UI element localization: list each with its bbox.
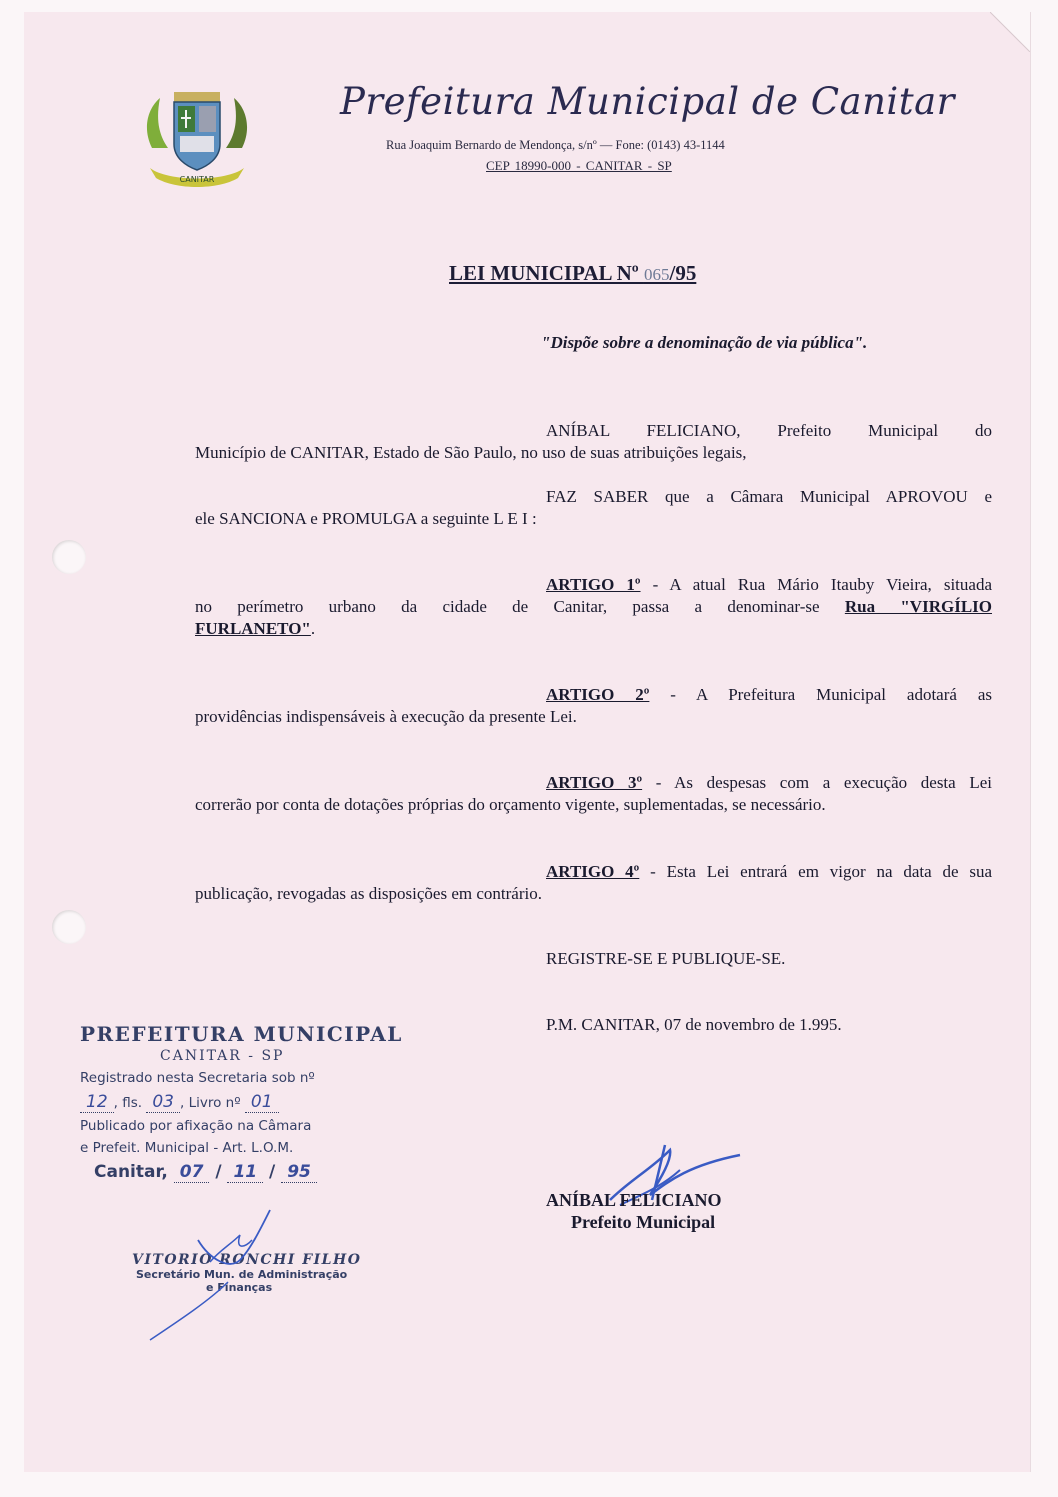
municipal-crest-icon [138, 78, 256, 196]
stamp-subtitle: CANITAR - SP [160, 1048, 285, 1064]
law-title-number: 065 [643, 265, 670, 284]
article-4-line-1 [546, 861, 992, 883]
header-address: Rua Joaquim Bernardo de Mendonça, s/nº — Fone: (0143) 43-1144 [386, 138, 725, 152]
stamp-signer-name: VITORIO RONCHI FILHO [132, 1252, 362, 1268]
stamp-month: 11 [227, 1162, 263, 1183]
article-3-text: - As despesas com a execução desta Lei [642, 773, 993, 792]
article-1-street-2: FURLANETO" [195, 619, 311, 638]
header-title: Prefeitura Municipal de Canitar [340, 80, 955, 123]
article-1-street: Rua "VIRGÍLIO [844, 597, 992, 616]
stamp-reg-number: 12 [80, 1092, 114, 1113]
article-3-line-2: correrão por conta de dotações próprias do orçamento vigente, suplementadas, se necessário. [195, 795, 826, 814]
crest-text: CANITAR [179, 175, 215, 184]
punch-hole [52, 540, 86, 574]
stamp-registry-line: Registrado nesta Secretaria sob nº [80, 1070, 315, 1086]
law-title-suffix: /95 [669, 261, 697, 285]
law-ementa: "Dispõe sobre a denominação de via pública". [541, 333, 868, 352]
stamp-signer-role: Secretário Mun. de Administração [136, 1268, 348, 1281]
article-1-text: - A atual Rua Mário Itauby Vieira, situada [640, 575, 992, 594]
article-4-line-2: publicação, revogadas as disposições em contrário. [195, 884, 542, 903]
stamp-title: PREFEITURA MUNICIPAL [80, 1022, 403, 1046]
intro-line-1: ANÍBAL FELICIANO, Prefeito Municipal do [546, 421, 992, 440]
mayor-name: ANÍBAL FELICIANO [546, 1190, 722, 1210]
article-3-label: ARTIGO 3º [546, 773, 643, 792]
stamp-day: 07 [174, 1162, 210, 1183]
secretary-signature-icon [140, 1200, 290, 1350]
article-2-label: ARTIGO 2º [546, 685, 650, 704]
stamp-canitar-label: Canitar, [94, 1162, 168, 1182]
stamp-livro-label: , Livro nº [180, 1095, 241, 1111]
article-1-text-2: no perímetro urbano da cidade de Canitar, passa a denominar-se [195, 597, 845, 616]
article-1-label: ARTIGO 1º [546, 575, 641, 594]
article-1-line-1 [546, 574, 992, 596]
punch-hole [52, 910, 86, 944]
stamp-signer-role-2: e Finanças [206, 1281, 273, 1294]
article-1-line-2 [195, 596, 992, 618]
intro-line-2: Município de CANITAR, Estado de São Paulo, no uso de suas atribuições legais, [195, 443, 747, 462]
stamp-year: 95 [281, 1162, 317, 1183]
registre-publique: REGISTRE-SE E PUBLIQUE-SE. [546, 949, 786, 968]
article-1-end: . [310, 619, 316, 638]
stamp-livro-value: 01 [245, 1092, 279, 1113]
article-2-line-1 [546, 684, 992, 706]
stamp-fls-value: 03 [146, 1092, 180, 1113]
faz-saber-line-2: ele SANCIONA e PROMULGA a seguinte L E I : [195, 509, 537, 528]
folded-corner [990, 12, 1030, 52]
article-4-label: ARTIGO 4º [546, 862, 640, 881]
stamp-publication-line: Publicado por afixação na Câmara [80, 1118, 312, 1134]
law-title [449, 261, 696, 286]
law-title-prefix: LEI MUNICIPAL Nº [449, 261, 644, 285]
document-date: P.M. CANITAR, 07 de novembro de 1.995. [546, 1015, 842, 1034]
header-cep: CEP 18990-000 - CANITAR - SP [486, 158, 672, 173]
mayor-role: Prefeito Municipal [571, 1212, 716, 1232]
article-4-text: - Esta Lei entrará em vigor na data de sua [639, 862, 993, 881]
article-1-line-3 [195, 618, 992, 640]
stamp-date-line: Canitar, 07 / 11 / 95 [94, 1162, 410, 1182]
stamp-law-line: e Prefeit. Municipal - Art. L.O.M. [80, 1140, 294, 1156]
article-3-line-1 [546, 772, 992, 794]
article-2-text: - A Prefeitura Municipal adotará as [649, 685, 993, 704]
faz-saber-line-1: FAZ SABER que a Câmara Municipal APROVOU e [546, 487, 992, 506]
article-2-line-2: providências indispensáveis à execução da presente Lei. [195, 707, 577, 726]
stamp-fls-label: , fls. [113, 1095, 143, 1111]
stamp-numbers-line [80, 1092, 410, 1112]
